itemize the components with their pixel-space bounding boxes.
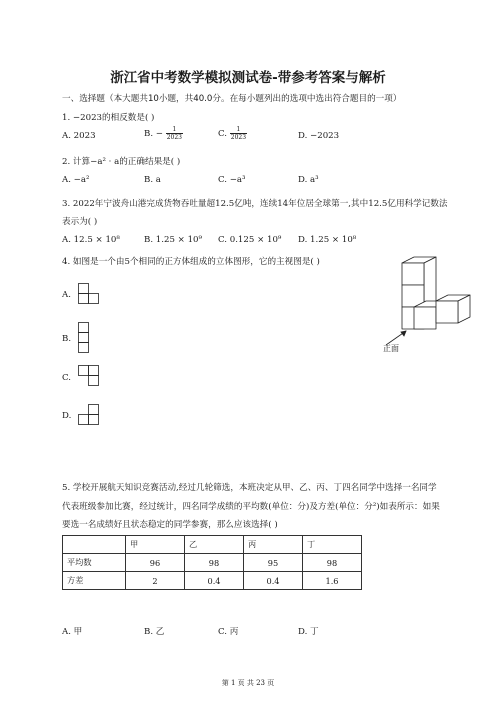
- q3-option-d: D. 1.25 × 10⁸: [298, 235, 357, 245]
- q1-option-d: D. −2023: [298, 131, 340, 141]
- table-cell: 方差: [63, 572, 126, 590]
- q4-option-c-view: [78, 365, 108, 391]
- q1-stem: 1. −2023的相反数是( ): [62, 113, 155, 123]
- table-cell: 1.6: [303, 572, 362, 590]
- section-heading: 一、选择题（本大题共10小题，共40.0分。在每小题列出的选项中选出符合题目的一项）: [62, 94, 402, 104]
- q4-option-c: C.: [62, 373, 72, 383]
- q1-option-b-prefix: B. −: [144, 129, 163, 139]
- page-title: 浙江省中考数学模拟测试卷-带参考答案与解析: [110, 70, 386, 86]
- q1-option-c-numerator: 1: [230, 126, 247, 134]
- q2-option-d: D. a³: [298, 175, 319, 185]
- q5-stem-line2: 代表班级参加比赛，经过统计，四名同学成绩的平均数(单位：分)及方差(单位：分²)如表所示：如果: [62, 502, 440, 512]
- q1-option-b-denominator: 2023: [166, 134, 182, 141]
- q5-option-d: D. 丁: [298, 627, 319, 637]
- q3-option-b: B. 1.25 × 10⁹: [144, 235, 202, 245]
- q5-stem-line3: 要选一名成绩好且状态稳定的同学参赛，那么应该选择( ): [62, 520, 278, 530]
- q1-option-b-numerator: 1: [166, 126, 183, 134]
- q4-option-a-view: [78, 283, 108, 315]
- table-header-row: [63, 536, 362, 554]
- q4-stem: 4. 如图是一个由5个相同的正方体组成的立体图形，它的主视图是( ): [62, 257, 320, 267]
- q4-option-d-view: [78, 404, 108, 430]
- q3-stem-line2: 表示为( ): [62, 217, 98, 227]
- table-cell: 98: [303, 554, 362, 572]
- q4-option-a: A.: [62, 290, 71, 300]
- q5-option-a: A. 甲: [62, 627, 83, 637]
- table-cell: 2: [126, 572, 185, 590]
- q4-option-b: B.: [62, 334, 72, 344]
- q2-option-c: C. −a³: [218, 175, 246, 185]
- q3-option-c: C. 0.125 × 10⁹: [218, 235, 282, 245]
- q5-option-b: B. 乙: [144, 627, 165, 637]
- q3-option-a: A. 12.5 × 10⁸: [62, 235, 120, 245]
- q5-score-table: [62, 535, 362, 590]
- q1-option-b-fraction: [166, 126, 183, 141]
- q1-option-b: [144, 126, 183, 141]
- table-header-cell: 丁: [303, 536, 362, 554]
- q4-option-d: D.: [62, 411, 72, 421]
- q3-stem-line1: 3. 2022年宁波舟山港完成货物吞吐量超12.5亿吨，连续14年位居全球第一,其中12.5亿用科学记数法: [62, 199, 448, 209]
- table-cell: 0.4: [244, 572, 303, 590]
- table-cell: 96: [126, 554, 185, 572]
- table-cell: 95: [244, 554, 303, 572]
- q1-option-c-denominator: 2023: [230, 134, 247, 141]
- q1-option-c-fraction: [230, 126, 247, 141]
- q1-option-c-prefix: C.: [218, 129, 228, 139]
- table-cell: 0.4: [185, 572, 244, 590]
- q2-option-a: A. −a²: [62, 175, 90, 185]
- table-cell: 98: [185, 554, 244, 572]
- table-header-cell: 丙: [244, 536, 303, 554]
- table-header-cell: 乙: [185, 536, 244, 554]
- q4-option-b-view: [78, 322, 92, 356]
- front-view-label: 正面: [383, 344, 399, 353]
- table-header-cell: 甲: [126, 536, 185, 554]
- table-row: [63, 554, 362, 572]
- page-footer: 第 1 页 共 23 页: [221, 679, 275, 687]
- q2-stem: 2. 计算−a² · a的正确结果是( ): [62, 157, 181, 167]
- table-header-cell: [63, 536, 126, 554]
- q5-option-c: C. 丙: [218, 627, 239, 637]
- q1-option-a: A. 2023: [62, 131, 96, 141]
- q1-option-c: [218, 126, 247, 141]
- table-row: [63, 572, 362, 590]
- q5-stem-line1: 5. 学校开展航天知识竞赛活动,经过几轮筛选，本班决定从甲、乙、丙、丁四名同学中选择一名同学: [62, 483, 437, 493]
- q2-option-b: B. a: [144, 175, 161, 185]
- table-cell: 平均数: [63, 554, 126, 572]
